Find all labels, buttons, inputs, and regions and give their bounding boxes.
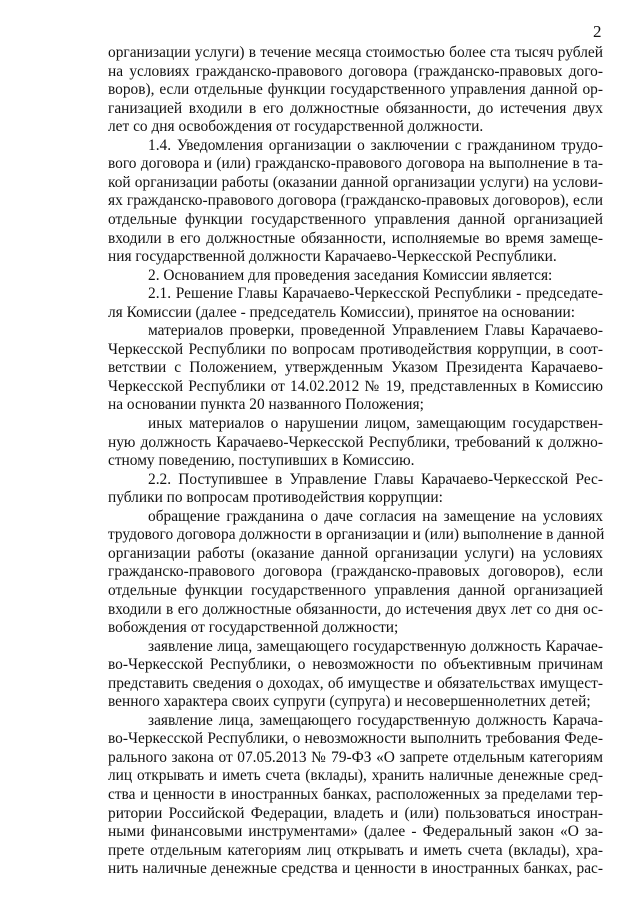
text-line: отдельные функции государственного управления данной организацией [108, 211, 603, 228]
text-line: ля Комиссии (далее - председатель Комиссии), принятое на основании: [108, 304, 575, 321]
text-line: вого договора и (или) гражданско-правового договора на выполнение в та- [108, 155, 603, 172]
text-line: стному поведению, поступивших в Комиссию. [108, 452, 415, 469]
text-line: иных материалов о нарушении лицом, замещающим государствен- [148, 415, 603, 432]
text-line: на условиях гражданско-правового договора (гражданско-правовых дого- [108, 63, 603, 80]
text-line: на основании пункта 20 названного Положения; [108, 396, 424, 413]
text-line: лиц открывать и иметь счета (вклады), хранить наличные денежные сред- [108, 767, 603, 784]
text-line: представить сведения о доходах, об имуществе и обязательствах имущест- [108, 675, 603, 692]
text-line: во-Черкесской Республики, о невозможности по объективным причинам [108, 656, 603, 673]
text-line: нить наличные денежные средства и ценности в иностранных банках, рас- [108, 860, 603, 877]
text-line: обращение гражданина о даче согласия на замещение на условиях [148, 508, 603, 525]
text-line: ганизацией входили в его должностные обязанности, до истечения двух [108, 100, 603, 117]
text-line: ритории Российской Федерации, владеть и (или) пользоваться иностран- [108, 805, 603, 822]
text-line: 2. Основанием для проведения заседания Комиссии является: [148, 267, 553, 284]
text-line: гражданско-правового договора (гражданско-правовых договоров), если [108, 563, 603, 580]
text-line: публики по вопросам противодействия коррупции: [108, 489, 443, 506]
text-line: трудового договора должности в организации и (или) выполнение в данной [108, 526, 605, 543]
text-line: воров), если отдельные функции государственного управления данной ор- [108, 81, 603, 98]
text-line: венного характера своих супруги (супруга) и несовершеннолетних детей; [108, 693, 591, 710]
text-line: 1.4. Уведомления организации о заключении с гражданином трудо- [148, 137, 603, 154]
text-line: прете отдельным категориям лиц открывать и иметь счета (вклады), хра- [108, 842, 603, 859]
text-line: ях гражданско-правового договора (гражданско-правовых договоров), если [108, 192, 603, 209]
text-line: организации услуги) в течение месяца стоимостью более ста тысяч рублей [108, 44, 603, 61]
text-line: материалов проверки, проведенной Управлением Главы Карачаево- [148, 322, 603, 339]
text-line: ными финансовыми инструментами» (далее - Федеральный закон «О за- [108, 823, 603, 840]
text-line: входили в его должностные обязанности, исполняемые во время замеще- [108, 230, 603, 247]
text-line: ства и ценности в иностранных банках, расположенных за пределами тер- [108, 786, 603, 803]
text-line: Черкесской Республики по вопросам противодействия коррупции, в соот- [108, 341, 603, 358]
text-line: ния государственной должности Карачаево-Черкесской Республики. [108, 248, 557, 265]
text-line: ную должность Карачаево-Черкесской Республики, требований к должно- [108, 434, 603, 451]
text-line: 2.1. Решение Главы Карачаево-Черкесской Республики - председате- [148, 285, 603, 302]
text-line: лет со дня освобождения от государственной должности. [108, 118, 484, 135]
text-line: заявление лица, замещающего государственную должность Карачае- [148, 638, 603, 655]
text-line: ветствии с Положением, утвержденным Указом Президента Карачаево- [108, 359, 603, 376]
text-line: заявление лица, замещающего государственную должность Карача- [148, 712, 603, 729]
text-line: 2.2. Поступившее в Управление Главы Карачаево-Черкесской Рес- [148, 471, 603, 488]
text-line: рального закона от 07.05.2013 № 79-ФЗ «О запрете отдельным категориям [108, 749, 603, 766]
text-line: во-Черкесской Республики, о невозможности выполнить требования Феде- [108, 730, 603, 747]
text-line: кой организации работы (оказании данной организации услуги) на услови- [108, 174, 603, 191]
text-line: организации работы (оказание данной организации услуги) на условиях [108, 545, 603, 562]
text-line: входили в его должностные обязанности, до истечения двух лет со дня ос- [108, 601, 603, 618]
text-line: отдельные функции государственного управления данной организацией [108, 582, 603, 599]
text-line: вобождения от государственной должности; [108, 619, 399, 636]
page-number: 2 [593, 22, 602, 41]
text-line: Черкесской Республики от 14.02.2012 № 19, представленных в Комиссию [108, 378, 603, 395]
